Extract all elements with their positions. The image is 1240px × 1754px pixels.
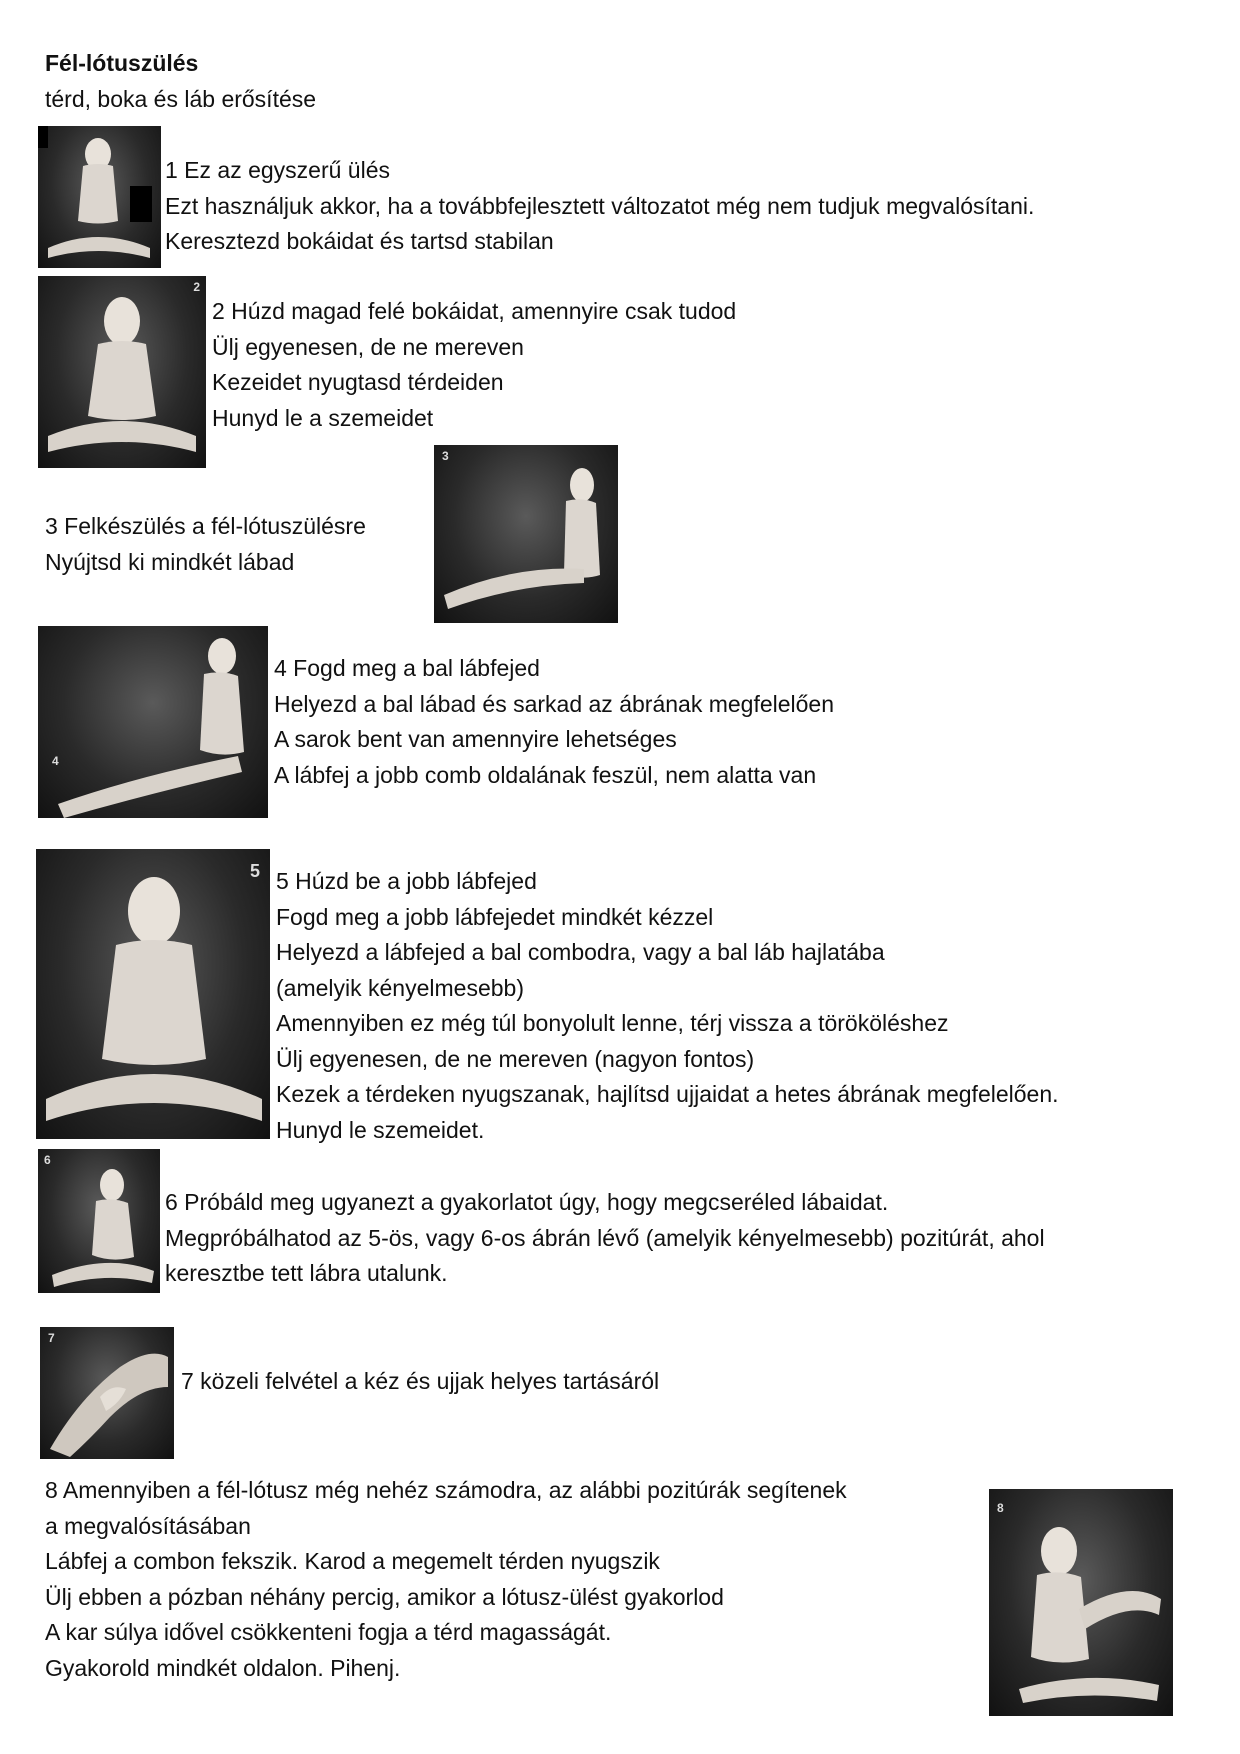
step-1-text [165, 153, 1034, 260]
step-4-figure-number: 4 [52, 754, 59, 768]
step-7-figure-number: 7 [48, 1331, 55, 1345]
seated-figure-illustration [38, 276, 206, 468]
step-3-text [45, 509, 366, 580]
seated-figure-illustration [434, 445, 618, 623]
seated-figure-illustration [38, 126, 161, 268]
seated-figure-illustration [36, 849, 270, 1139]
step-5-line-1: 5 Húzd be a jobb lábfejed [276, 868, 537, 894]
step-4-line-2: Helyezd a bal lábad és sarkad az ábrának megfelelően [274, 690, 835, 717]
step-4-text [274, 651, 834, 793]
step-4-photo [38, 626, 268, 818]
step-4-line-1: 4 Fogd meg a bal lábfejed [274, 655, 540, 681]
step-5-line-3: Helyezd a lábfejed a bal combodra, vagy a bal láb hajlatába [276, 939, 885, 965]
page-subtitle: térd, boka és láb erősítése [45, 86, 317, 112]
step-6-line-3: keresztbe tett lábra utalunk. [165, 1260, 448, 1286]
step-2-photo [38, 276, 206, 468]
step-2-text [212, 294, 736, 436]
step-5-figure-number: 5 [249, 861, 260, 881]
step-8-line-2: a megvalósításában [45, 1512, 251, 1539]
step-8-line-3: Lábfej a combon fekszik. Karod a megemelt térden nyugszik [45, 1548, 660, 1574]
step-2-figure-number: 2 [193, 280, 200, 294]
step-8-figure-number: 8 [997, 1501, 1004, 1515]
step-5-line-7: Kezek a térdeken nyugszanak, hajlítsd ujjaidat a hetes ábrának megfelelően. [276, 1081, 1059, 1107]
step-8-line-6: Gyakorold mindkét oldalon. Pihenj. [45, 1654, 401, 1681]
step-3-line-1: 3 Felkészülés a fél-lótuszülésre [45, 513, 366, 539]
step-6-line-1: 6 Próbáld meg ugyanezt a gyakorlatot úgy, hogy megcseréled lábaidat. [165, 1189, 889, 1215]
step-5-line-2: Fogd meg a jobb lábfejedet mindkét kézzel [276, 903, 714, 930]
step-2-line-1: 2 Húzd magad felé bokáidat, amennyire csak tudod [212, 298, 737, 324]
step-8-photo [989, 1489, 1173, 1716]
step-3-line-2: Nyújtsd ki mindkét lábad [45, 548, 295, 575]
step-1-line-1: 1 Ez az egyszerű ülés [165, 157, 391, 183]
step-3-photo [434, 445, 618, 623]
step-7-text [181, 1364, 659, 1400]
step-8-line-1: 8 Amennyiben a fél-lótusz még nehéz számodra, az alábbi pozitúrák segítenek [45, 1477, 847, 1503]
step-5-line-6: Ülj egyenesen, de ne mereven (nagyon fontos) [276, 1045, 755, 1072]
step-2-line-3: Kezeidet nyugtasd térdeiden [212, 369, 504, 395]
step-6-text [165, 1185, 1045, 1292]
hand-closeup-illustration [40, 1327, 174, 1459]
seated-figure-illustration [38, 626, 268, 818]
seated-figure-illustration [38, 1149, 160, 1293]
step-1-line-2: Ezt használjuk akkor, ha a továbbfejlesztett változatot még nem tudjuk megvalósítani. [165, 192, 1035, 219]
step-5-line-8: Hunyd le szemeidet. [276, 1116, 485, 1143]
step-8-line-5: A kar súlya idővel csökkenteni fogja a térd magasságát. [45, 1619, 612, 1645]
step-3-figure-number: 3 [442, 449, 449, 463]
step-2-line-2: Ülj egyenesen, de ne mereven [212, 333, 524, 360]
step-6-figure-number: 6 [44, 1153, 51, 1167]
step-6-photo [38, 1149, 160, 1293]
step-8-text [45, 1473, 847, 1686]
seated-figure-illustration [989, 1489, 1173, 1716]
step-5-text [276, 864, 1059, 1148]
step-4-line-4: A lábfej a jobb comb oldalának feszül, nem alatta van [274, 761, 817, 788]
step-1-photo [38, 126, 161, 268]
step-5-line-4: (amelyik kényelmesebb) [276, 974, 524, 1001]
step-1-line-3: Keresztezd bokáidat és tartsd stabilan [165, 228, 554, 254]
step-8-line-4: Ülj ebben a pózban néhány percig, amikor a lótusz-ülést gyakorlod [45, 1583, 724, 1610]
step-5-photo [36, 849, 270, 1139]
page-title: Fél-lótuszülés [45, 50, 199, 76]
step-4-line-3: A sarok bent van amennyire lehetséges [274, 726, 677, 752]
step-7-line-1: 7 közeli felvétel a kéz és ujjak helyes tartásáról [181, 1368, 660, 1394]
step-6-line-2: Megpróbálhatod az 5-ös, vagy 6-os ábrán lévő (amelyik kényelmesebb) pozitúrát, ahol [165, 1224, 1045, 1251]
step-2-line-4: Hunyd le a szemeidet [212, 404, 434, 431]
step-7-photo [40, 1327, 174, 1459]
step-5-line-5: Amennyiben ez még túl bonyolult lenne, térj vissza a törököléshez [276, 1010, 949, 1036]
